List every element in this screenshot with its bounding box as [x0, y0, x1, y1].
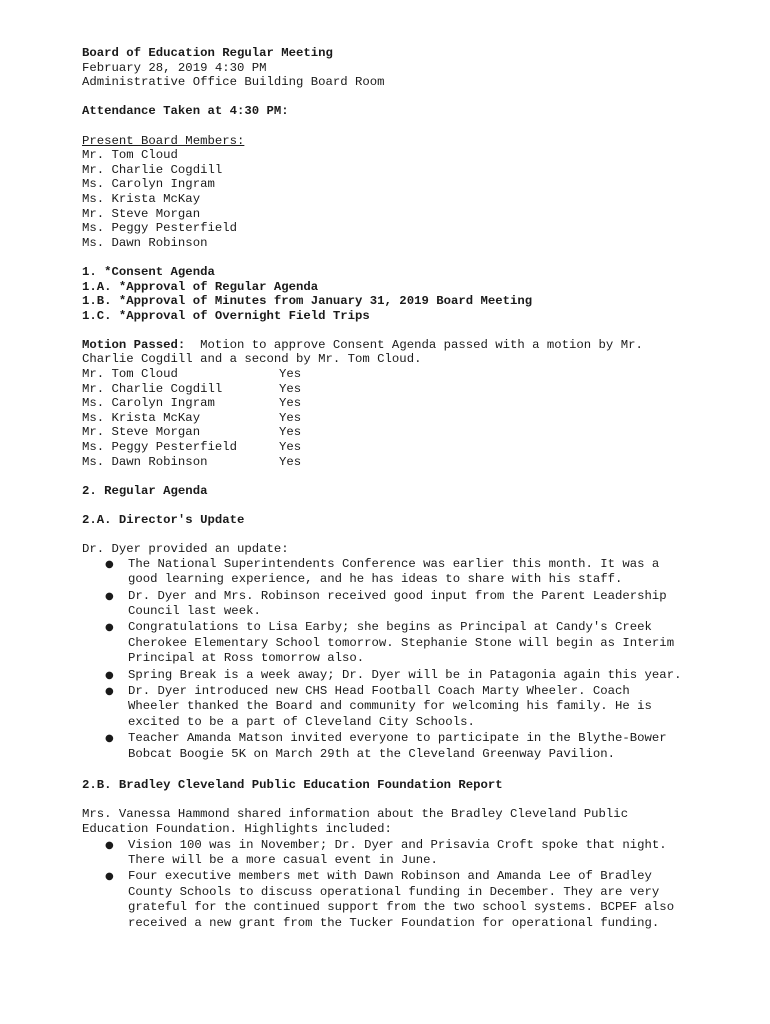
meeting-date: February 28, 2019 4:30 PM	[82, 60, 267, 75]
bullet-icon: ●	[105, 733, 114, 745]
vote-member: Mr. Charlie Cogdill	[82, 381, 223, 396]
member-name: Ms. Carolyn Ingram	[82, 177, 215, 192]
list-item: ● Dr. Dyer and Mrs. Robinson received good input from the Parent Leadership Council last week.	[105, 588, 667, 618]
vote-member: Mr. Steve Morgan	[82, 425, 201, 440]
directors-update-list	[82, 557, 722, 762]
bullet-icon: ●	[105, 558, 114, 570]
vote-value: Yes	[279, 410, 302, 425]
vote-row	[82, 455, 722, 470]
present-members-label: Present Board Members:	[82, 133, 245, 148]
vote-value: Yes	[279, 367, 302, 382]
bullet-icon: ●	[105, 686, 114, 698]
motion-text-continued: Charlie Cogdill and a second by Mr. Tom Cloud.	[82, 352, 422, 367]
vote-value: Yes	[279, 381, 302, 396]
bullet-icon: ●	[105, 669, 114, 681]
motion-text: Motion to approve Consent Agenda passed with a motion by Mr.	[185, 337, 643, 352]
member-name: Ms. Krista McKay	[82, 191, 201, 206]
member-name: Mr. Charlie Cogdill	[82, 162, 223, 177]
vote-value: Yes	[279, 396, 302, 411]
vote-member: Mr. Tom Cloud	[82, 367, 178, 382]
vote-value: Yes	[279, 440, 302, 455]
member-name: Mr. Steve Morgan	[82, 206, 201, 221]
vote-member: Ms. Peggy Pesterfield	[82, 440, 237, 455]
directors-update-intro: Dr. Dyer provided an update:	[82, 542, 289, 557]
foundation-report-heading: 2.B. Bradley Cleveland Public Education Foundation Report	[82, 777, 503, 792]
list-item: ● Four executive members met with Dawn Robinson and Amanda Lee of Bradley County Schools to discuss operational funding in December. They are very grateful for the continued support from the two school systems. BCPEF also received a new grant from the Tucker Foundation for operational funding.	[105, 869, 675, 930]
consent-agenda-item: 1.B. *Approval of Minutes from January 31, 2019 Board Meeting	[82, 294, 533, 309]
consent-agenda-item: 1.C. *Approval of Overnight Field Trips	[82, 308, 370, 323]
list-item: ● The National Superintendents Conference was earlier this month. It was a good learning experience, and he has ideas to share with his staff.	[105, 556, 660, 587]
consent-agenda-item: 1. *Consent Agenda	[82, 264, 215, 279]
meeting-title: Board of Education Regular Meeting	[82, 46, 333, 60]
bullet-icon: ●	[105, 871, 114, 883]
bullet-icon: ●	[105, 590, 114, 602]
vote-row	[82, 367, 722, 382]
attendance-heading: Attendance Taken at 4:30 PM:	[82, 104, 289, 119]
list-item: ● Teacher Amanda Matson invited everyone to participate in the Blythe-Bower Bobcat Boogie 5K on March 29th at the Cleveland Greenway Pavilion.	[105, 731, 667, 761]
consent-agenda-item: 1.A. *Approval of Regular Agenda	[82, 279, 319, 294]
list-item: ● Spring Break is a week away; Dr. Dyer will be in Patagonia again this year.	[105, 667, 682, 682]
vote-value: Yes	[279, 454, 302, 469]
vote-row	[82, 396, 722, 411]
vote-member: Ms. Dawn Robinson	[82, 454, 208, 469]
bullet-icon: ●	[105, 622, 114, 634]
foundation-report-intro: Mrs. Vanessa Hammond shared information about the Bradley Cleveland Public Education Foundation. Highlights included:	[82, 806, 629, 837]
member-name: Ms. Dawn Robinson	[82, 235, 208, 250]
list-item: ● Dr. Dyer introduced new CHS Head Football Coach Marty Wheeler. Coach Wheeler thanked the Board and community for welcoming his family. He is excited to be a part of Cleveland City Schools.	[105, 684, 652, 729]
vote-member: Ms. Krista McKay	[82, 410, 201, 425]
list-item: ● Congratulations to Lisa Earby; she begins as Principal at Candy's Creek Cherokee Elementary School tomorrow. Stephanie Stone will begin as Interim Principal at Ross tomorrow also.	[105, 620, 675, 666]
vote-row	[82, 440, 722, 455]
regular-agenda-heading: 2. Regular Agenda	[82, 483, 208, 498]
meeting-location: Administrative Office Building Board Room	[82, 75, 385, 90]
bullet-icon: ●	[105, 839, 114, 851]
vote-row	[82, 411, 722, 426]
member-name: Mr. Tom Cloud	[82, 148, 178, 163]
vote-member: Ms. Carolyn Ingram	[82, 396, 215, 411]
member-name: Ms. Peggy Pesterfield	[82, 221, 237, 236]
foundation-report-list	[82, 838, 722, 931]
vote-row	[82, 425, 722, 440]
vote-row	[82, 382, 722, 397]
directors-update-heading: 2.A. Director's Update	[82, 513, 245, 527]
vote-value: Yes	[279, 425, 302, 440]
minutes-document	[82, 46, 722, 932]
list-item: ● Vision 100 was in November; Dr. Dyer and Prisavia Croft spoke that night. There will be a more casual event in June.	[105, 837, 667, 868]
motion-line	[82, 338, 722, 353]
motion-label: Motion Passed:	[82, 337, 186, 352]
